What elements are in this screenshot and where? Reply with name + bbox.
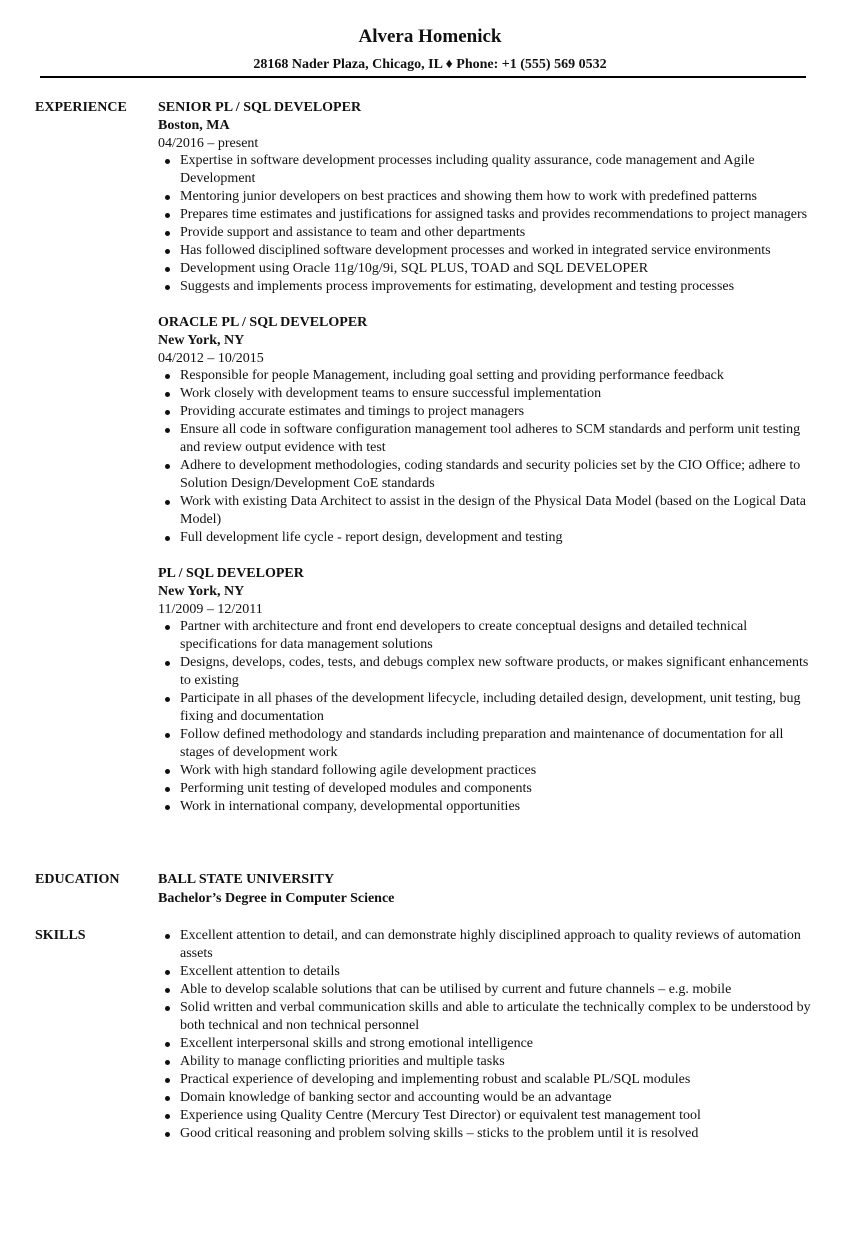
bullet-item: Adhere to development methodologies, coding standards and security policies set by the CIO Office; adhere to Solution Design/Development CoE standards	[158, 457, 818, 493]
education-entry	[158, 871, 818, 908]
bullet-item: Prepares time estimates and justifications for assigned tasks and provides recommendations to project managers	[158, 206, 818, 224]
bullet-icon	[165, 1006, 170, 1011]
resume-header	[0, 0, 860, 74]
job-dates: 11/2009 – 12/2011	[158, 602, 263, 617]
bullet-icon	[165, 1132, 170, 1137]
bullet-icon	[165, 1042, 170, 1047]
skill-item: Solid written and verbal communication skills and able to articulate the technically complex to be understood by both technical and non technical personnel	[158, 999, 818, 1035]
bullet-item: Ensure all code in software configuration management tool adheres to SCM standards and perform unit testing and review output evidence with test	[158, 421, 818, 457]
bullet-item: Work with high standard following agile development practices	[158, 762, 818, 780]
bullet-icon	[165, 661, 170, 666]
skills-bullets	[158, 927, 818, 1143]
bullet-icon	[165, 392, 170, 397]
job-location: Boston, MA	[158, 118, 230, 133]
bullet-icon	[165, 464, 170, 469]
skill-item: Excellent attention to detail, and can demonstrate highly disciplined approach to quality reviews of automation assets	[158, 927, 818, 963]
bullet-icon	[165, 231, 170, 236]
bullet-item: Participate in all phases of the development lifecycle, including detailed design, development, unit testing, bug fixing and documentation	[158, 690, 818, 726]
bullet-item: Responsible for people Management, including goal setting and providing performance feedback	[158, 367, 818, 385]
header-divider	[40, 76, 806, 78]
skill-item: Good critical reasoning and problem solving skills – sticks to the problem until it is resolved	[158, 1125, 818, 1143]
bullet-icon	[165, 934, 170, 939]
bullet-icon	[165, 213, 170, 218]
bullet-icon	[165, 1078, 170, 1083]
bullet-item: Has followed disciplined software development processes and worked in integrated service environments	[158, 242, 818, 260]
bullet-icon	[165, 805, 170, 810]
job-title: SENIOR PL / SQL DEVELOPER	[158, 100, 362, 115]
contact-line: 28168 Nader Plaza, Chicago, IL ♦ Phone: +1 (555) 569 0532	[253, 57, 607, 72]
bullet-icon	[165, 1114, 170, 1119]
bullet-item: Designs, develops, codes, tests, and debugs complex new software products, or makes significant enhancements to existing	[158, 654, 818, 690]
skills-list	[158, 927, 818, 1143]
bullet-item: Providing accurate estimates and timings to project managers	[158, 403, 818, 421]
bullet-icon	[165, 970, 170, 975]
job-entry	[158, 565, 818, 816]
bullet-item: Work in international company, developmental opportunities	[158, 798, 818, 816]
bullet-item: Full development life cycle - report design, development and testing	[158, 529, 818, 547]
skill-item: Practical experience of developing and implementing robust and scalable PL/SQL modules	[158, 1071, 818, 1089]
bullet-icon	[165, 625, 170, 630]
bullet-icon	[165, 500, 170, 505]
job-dates: 04/2016 – present	[158, 136, 259, 151]
bullet-icon	[165, 285, 170, 290]
bullet-icon	[165, 1096, 170, 1101]
bullet-icon	[165, 769, 170, 774]
candidate-name: Alvera Homenick	[358, 26, 502, 47]
bullet-item: Provide support and assistance to team and other departments	[158, 224, 818, 242]
skill-item: Able to develop scalable solutions that can be utilised by current and future channels – e.g. mobile	[158, 981, 818, 999]
skill-item: Excellent attention to details	[158, 963, 818, 981]
bullet-item: Suggests and implements process improvements for estimating, development and testing processes	[158, 278, 818, 296]
skill-item: Ability to manage conflicting priorities and multiple tasks	[158, 1053, 818, 1071]
bullet-icon	[165, 195, 170, 200]
bullet-icon	[165, 1060, 170, 1065]
bullet-icon	[165, 249, 170, 254]
bullet-icon	[165, 428, 170, 433]
school-name: BALL STATE UNIVERSITY	[158, 872, 335, 887]
job-entry	[158, 314, 818, 547]
skill-item: Experience using Quality Centre (Mercury Test Director) or equivalent test management tool	[158, 1107, 818, 1125]
bullet-item: Performing unit testing of developed modules and components	[158, 780, 818, 798]
bullet-icon	[165, 733, 170, 738]
experience-list	[158, 99, 818, 834]
bullet-icon	[165, 697, 170, 702]
bullet-item: Partner with architecture and front end developers to create conceptual designs and detailed technical specifications for data management solutions	[158, 618, 818, 654]
degree-name: Bachelor’s Degree in Computer Science	[158, 891, 395, 906]
section-label-education: EDUCATION	[35, 872, 120, 887]
job-entry	[158, 99, 818, 296]
bullet-item: Work with existing Data Architect to assist in the design of the Physical Data Model (based on the Logical Data Model)	[158, 493, 818, 529]
skill-item: Excellent interpersonal skills and strong emotional intelligence	[158, 1035, 818, 1053]
bullet-icon	[165, 374, 170, 379]
job-bullets	[158, 367, 818, 547]
bullet-icon	[165, 787, 170, 792]
job-location: New York, NY	[158, 584, 245, 599]
section-label-skills: SKILLS	[35, 928, 86, 943]
bullet-item: Expertise in software development processes including quality assurance, code management and Agile Development	[158, 152, 818, 188]
job-bullets	[158, 618, 818, 816]
bullet-icon	[165, 267, 170, 272]
job-title: ORACLE PL / SQL DEVELOPER	[158, 315, 368, 330]
bullet-item: Follow defined methodology and standards including preparation and maintenance of documentation for all stages of development work	[158, 726, 818, 762]
bullet-icon	[165, 159, 170, 164]
section-label-experience: EXPERIENCE	[35, 100, 127, 115]
job-dates: 04/2012 – 10/2015	[158, 351, 264, 366]
bullet-item: Mentoring junior developers on best practices and showing them how to work with predefined patterns	[158, 188, 818, 206]
bullet-item: Development using Oracle 11g/10g/9i, SQL PLUS, TOAD and SQL DEVELOPER	[158, 260, 818, 278]
skill-item: Domain knowledge of banking sector and accounting would be an advantage	[158, 1089, 818, 1107]
bullet-icon	[165, 988, 170, 993]
bullet-icon	[165, 410, 170, 415]
bullet-item: Work closely with development teams to ensure successful implementation	[158, 385, 818, 403]
job-bullets	[158, 152, 818, 296]
job-title: PL / SQL DEVELOPER	[158, 566, 304, 581]
bullet-icon	[165, 536, 170, 541]
job-location: New York, NY	[158, 333, 245, 348]
